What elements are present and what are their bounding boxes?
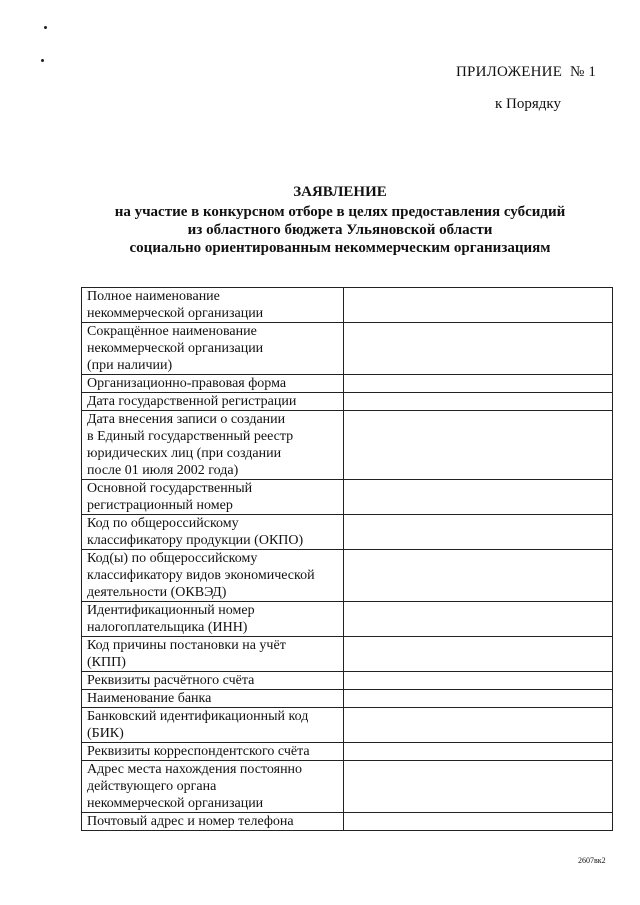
form-row	[82, 288, 613, 323]
form-row-label: Почтовый адрес и номер телефона	[82, 813, 344, 831]
appendix-label: ПРИЛОЖЕНИЕ № 1	[456, 64, 597, 80]
scan-dot-mark	[41, 59, 44, 62]
form-row	[82, 550, 613, 602]
form-row	[82, 672, 613, 690]
form-row-value-field[interactable]	[344, 515, 613, 550]
form-row	[82, 813, 613, 831]
document-subtitle-line-2: из областного бюджета Ульяновской области	[187, 222, 493, 238]
form-row-value-field[interactable]	[344, 637, 613, 672]
form-row	[82, 323, 613, 375]
form-row	[82, 393, 613, 411]
form-row	[82, 375, 613, 393]
document-title: ЗАЯВЛЕНИЕ	[293, 184, 387, 200]
form-row-value-field[interactable]	[344, 375, 613, 393]
form-row-label: Реквизиты расчётного счёта	[82, 672, 344, 690]
to-order-label: к Порядку	[495, 96, 561, 112]
form-row-label: Реквизиты корреспондентского счёта	[82, 743, 344, 761]
form-row-label: Сокращённое наименование некоммерческой организации (при наличии)	[82, 323, 344, 375]
form-row	[82, 602, 613, 637]
page-code: 2607вк2	[578, 856, 606, 865]
scan-dot-mark	[44, 26, 47, 29]
form-row-value-field[interactable]	[344, 672, 613, 690]
form-row-label: Код причины постановки на учёт (КПП)	[82, 637, 344, 672]
form-row	[82, 761, 613, 813]
document-subtitle-line-1: на участие в конкурсном отборе в целях предоставления субсидий	[114, 204, 566, 220]
form-row-value-field[interactable]	[344, 288, 613, 323]
form-row-label: Дата государственной регистрации	[82, 393, 344, 411]
document-subtitle-line-3: социально ориентированным некоммерческим организациям	[129, 240, 551, 256]
form-row-label: Банковский идентификационный код (БИК)	[82, 708, 344, 743]
form-row-value-field[interactable]	[344, 411, 613, 480]
form-row-value-field[interactable]	[344, 323, 613, 375]
form-row	[82, 690, 613, 708]
form-row-label: Полное наименование некоммерческой организации	[82, 288, 344, 323]
form-row-value-field[interactable]	[344, 708, 613, 743]
form-row-label: Код по общероссийскому классификатору продукции (ОКПО)	[82, 515, 344, 550]
form-row-value-field[interactable]	[344, 761, 613, 813]
form-row-value-field[interactable]	[344, 743, 613, 761]
form-row-value-field[interactable]	[344, 393, 613, 411]
form-row-value-field[interactable]	[344, 813, 613, 831]
form-row	[82, 515, 613, 550]
form-row-value-field[interactable]	[344, 690, 613, 708]
form-row-label: Организационно-правовая форма	[82, 375, 344, 393]
form-row	[82, 480, 613, 515]
form-row-value-field[interactable]	[344, 480, 613, 515]
form-row	[82, 637, 613, 672]
form-row-value-field[interactable]	[344, 602, 613, 637]
form-row	[82, 743, 613, 761]
form-row-label: Идентификационный номер налогоплательщика (ИНН)	[82, 602, 344, 637]
form-row-label: Код(ы) по общероссийскому классификатору видов экономической деятельности (ОКВЭД)	[82, 550, 344, 602]
form-row-label: Основной государственный регистрационный номер	[82, 480, 344, 515]
form-row-label: Дата внесения записи о создании в Единый государственный реестр юридических лиц (при создании после 01 июля 2002 года)	[82, 411, 344, 480]
form-row-label: Адрес места нахождения постоянно действующего органа некоммерческой организации	[82, 761, 344, 813]
form-row	[82, 411, 613, 480]
form-row	[82, 708, 613, 743]
application-form-table	[81, 287, 613, 831]
form-row-value-field[interactable]	[344, 550, 613, 602]
form-row-label: Наименование банка	[82, 690, 344, 708]
